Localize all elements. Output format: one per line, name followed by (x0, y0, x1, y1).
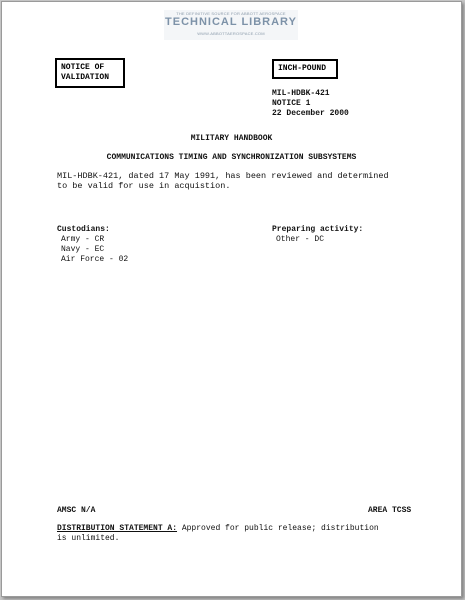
distribution-statement-line-1 (57, 524, 379, 534)
document-page (1, 1, 462, 597)
distribution-statement-line-2: is unlimited. (57, 534, 120, 543)
area-code: AREA TCSS (368, 506, 412, 515)
notice-box-line-2: VALIDATION (61, 73, 110, 82)
notice-of-validation-box (55, 58, 125, 88)
banner-tagline: THE DEFINITIVE SOURCE FOR ABBOTT AEROSPACE (176, 11, 286, 16)
custodian-army: Army - CR (61, 235, 105, 244)
amsc-code: AMSC N/A (57, 506, 96, 515)
distribution-statement-text: Approved for public release; distribution (177, 524, 379, 533)
preparing-activity-label: Preparing activity: (272, 225, 364, 234)
notice-number: NOTICE 1 (272, 99, 311, 108)
custodian-navy: Navy - EC (61, 245, 105, 254)
validation-statement-line-2: to be valid for use in acquistion. (57, 181, 231, 191)
technical-library-banner (164, 10, 298, 40)
distribution-statement-label: DISTRIBUTION STATEMENT A: (57, 524, 178, 533)
banner-logo-name: TECHNICAL LIBRARY (165, 16, 297, 28)
custodian-air-force: Air Force - 02 (61, 255, 129, 264)
inch-pound-label: INCH-POUND (278, 64, 327, 73)
doc-id: MIL-HDBK-421 (272, 89, 330, 98)
notice-date: 22 December 2000 (272, 109, 349, 118)
validation-statement-line-1: MIL-HDBK-421, dated 17 May 1991, has been reviewed and determined (57, 171, 389, 181)
handbook-heading: MILITARY HANDBOOK (190, 134, 273, 143)
preparing-activity-other: Other - DC (276, 235, 325, 244)
banner-url[interactable]: WWW.ABBOTTAEROSPACE.COM (197, 31, 265, 36)
handbook-subject: COMMUNICATIONS TIMING AND SYNCHRONIZATION SUBSYSTEMS (106, 153, 357, 162)
inch-pound-box (272, 59, 338, 79)
notice-box-line-1: NOTICE OF (61, 63, 105, 72)
custodians-label: Custodians: (57, 225, 110, 234)
